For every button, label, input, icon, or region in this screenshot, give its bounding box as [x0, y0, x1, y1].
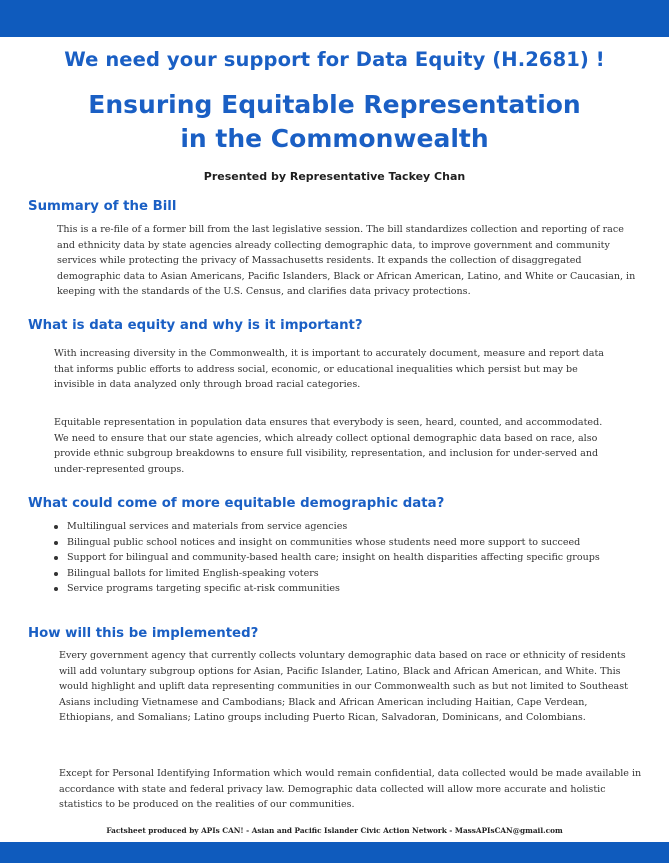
summary-heading: Summary of the Bill — [28, 199, 177, 214]
importance-heading: What is data equity and why is it important? — [28, 318, 363, 333]
outcomes-list — [50, 519, 650, 597]
list-item — [50, 581, 650, 597]
subtitle-line-2: in the Commonwealth — [180, 124, 489, 153]
implementation-heading: How will this be implemented? — [28, 626, 259, 641]
implementation-paragraph-1: Every government agency that currently collects voluntary demographic data based on race or ethnicity of residents will add voluntary subgroup options for Asian, Pacific Islander, Latino, Black and African American, and White. This would highlight and uplift data representing communities in our Commonwealth such as but not limited to Southeast Asians including Vietnamese and Cambodians; Black and African American including Haitian, Cape Verdean, Ethiopians, and Somalians; Latino groups including Puerto Rican, Salvadoran, Dominicans, and Colombians. — [59, 650, 628, 724]
list-item — [50, 535, 650, 551]
bullet-icon — [54, 541, 58, 545]
presented-by: Presented by Representative Tackey Chan — [203, 170, 466, 183]
outcomes-heading: What could come of more equitable demographic data? — [28, 496, 445, 511]
page-subtitle — [0, 88, 669, 156]
bullet-icon — [54, 556, 58, 560]
list-item — [50, 519, 650, 535]
summary-text: This is a re-file of a former bill from the last legislative session. The bill standardizes collection and reporting of race and ethnicity data by state agencies already collecting demographic data, to improve government and community services while protecting the privacy of Massachusetts residents. It expands the collection of disaggregated demographic data to Asian Americans, Pacific Islanders, Black or African American, Latino, and White or Caucasian, in keeping with the standards of the U.S. Census, and clarifies data privacy protections. — [57, 224, 636, 298]
bullet-icon — [54, 572, 58, 576]
top-banner-bar — [0, 0, 669, 37]
bottom-banner-bar — [0, 842, 669, 863]
importance-paragraph-1: With increasing diversity in the Commonwealth, it is important to accurately document, measure and report data that informs public efforts to address social, economic, or educational inequalities which persist but may be invisible in data analyzed only through broad racial categories. — [54, 348, 604, 391]
bullet-icon — [54, 525, 58, 529]
page-title: We need your support for Data Equity (H.2681) ! — [64, 48, 605, 71]
bullet-icon — [54, 587, 58, 591]
list-item — [50, 566, 650, 582]
list-item-text: Multilingual services and materials from service agencies — [67, 521, 348, 532]
list-item-text: Support for bilingual and community-based health care; insight on health disparities affecting specific groups — [67, 552, 600, 563]
implementation-paragraph-2: Except for Personal Identifying Information which would remain confidential, data collected would be made available in accordance with state and federal privacy law. Demographic data collected will allow more accurate and holistic statistics to be produced on the realities of our communities. — [59, 768, 642, 811]
importance-paragraph-2: Equitable representation in population data ensures that everybody is seen, heard, counted, and accommodated. We need to ensure that our state agencies, which already collect optional demographic data based on race, also provide ethnic subgroup breakdowns to ensure full visibility, representation, and inclusion for under-served and under-represented groups. — [54, 417, 603, 475]
footer-credit: Factsheet produced by APIs CAN! - Asian and Pacific Islander Civic Action Network - MassAPIsCAN@gmail.com — [106, 826, 563, 835]
list-item-text: Service programs targeting specific at-risk communities — [67, 583, 340, 594]
list-item — [50, 550, 650, 566]
list-item-text: Bilingual ballots for limited English-speaking voters — [67, 567, 319, 579]
subtitle-line-1: Ensuring Equitable Representation — [88, 90, 581, 119]
list-item-text: Bilingual public school notices and insight on communities whose students need more support to succeed — [67, 536, 581, 548]
